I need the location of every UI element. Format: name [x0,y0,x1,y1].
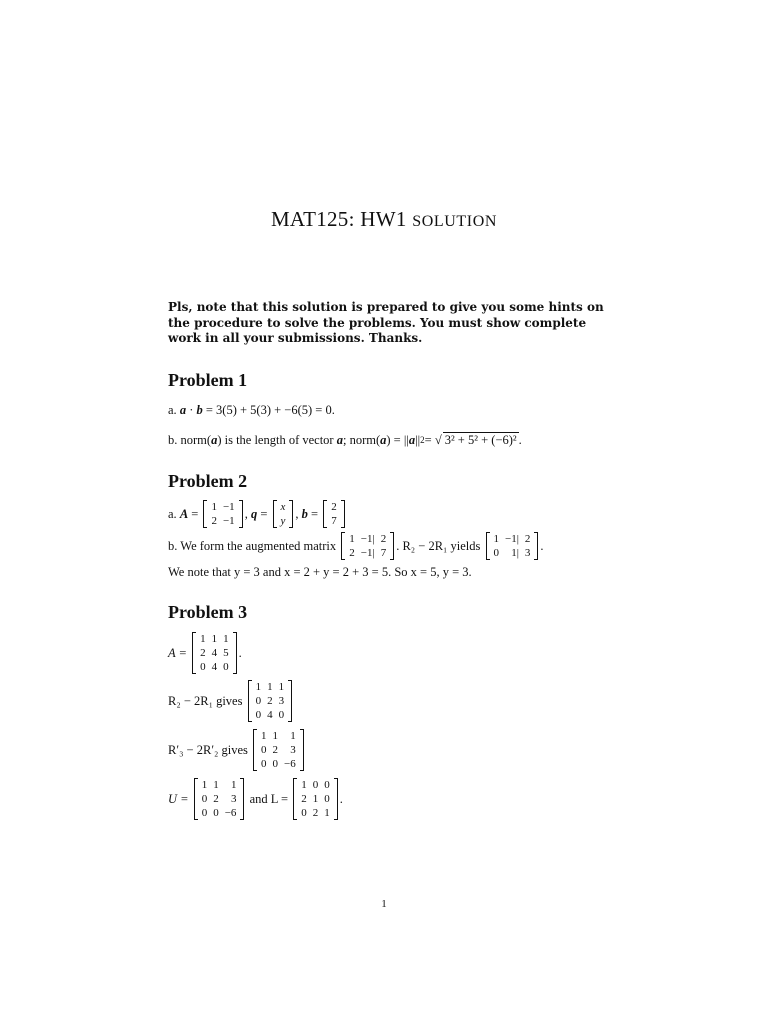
problem3-step1: R₂ − 2R₁ gives 1 1 1 0 2 3 0 4 0 [168,680,294,722]
matrix-row [253,694,288,708]
matrix-cell: 1 [278,681,285,693]
matrix-row [197,632,232,646]
matrix-cell: 1| [511,547,519,559]
matrix-cell: −1 [222,501,235,513]
matrix-row [253,708,288,722]
matrix-cell: 0 [223,661,229,673]
augmented-matrix [341,532,394,560]
vector-b [323,500,345,528]
matrix-cell: 0 [255,695,262,707]
matrix-row [197,646,232,660]
matrix-cell: 2 [272,744,279,756]
matrix-cell: 4 [267,709,273,721]
matrix-cell: 0 [493,547,500,559]
matrix-cell: 0 [200,661,206,673]
matrix-cell: 3 [230,793,237,805]
matrix-cell: 2 [267,695,273,707]
sqrt-icon: √ [434,432,442,447]
matrix-U [194,778,245,820]
matrix-cell: 1 [301,779,307,791]
matrix-row [491,546,534,560]
matrix-row [258,729,299,743]
problem3-LU: U = 1 1 1 0 2 3 0 0 −6 and L = 1 0 0 2 1 0 0 2 1 . [168,779,343,819]
matrix-cell: 1 [493,533,500,545]
matrix-row [298,778,333,792]
matrix-row [328,514,340,528]
matrix-cell: 3 [524,547,531,559]
matrix-cell: 0 [272,758,279,770]
matrix-cell: 1 [211,633,218,645]
matrix-cell: 2 [524,533,531,545]
matrix-cell: 0 [261,758,267,770]
vector-q [273,500,294,528]
matrix-cell: 1 [272,730,279,742]
matrix-cell: 4 [211,647,218,659]
matrix-row [258,757,299,771]
matrix-row [278,514,289,528]
matrix-cell: 0 [201,793,208,805]
problem2-conclusion: We note that y = 3 and x = 2 + y = 2 + 3 = 5. So x = 5, y = 3. [168,565,472,579]
matrix-cell: −6 [284,758,296,770]
matrix-cell: 2 [211,515,217,527]
matrix-cell: 0 [201,807,208,819]
matrix-row [208,500,237,514]
matrix-row [298,806,333,820]
matrix-cell: 2 [312,807,319,819]
matrix-cell: −1| [360,547,375,559]
matrix-cell: 7 [380,547,387,559]
matrix-cell: 1 [261,730,267,742]
matrix-cell: 5 [223,647,229,659]
matrix-cell: −1| [360,533,375,545]
matrix-cell: −1 [222,515,235,527]
matrix-cell: 1 [200,633,206,645]
matrix-row [346,532,389,546]
matrix-cell: 1 [255,681,262,693]
reduced-matrix [486,532,539,560]
matrix-cell: 0 [312,779,319,791]
matrix-cell: 1 [324,807,330,819]
matrix-cell: y [280,515,286,527]
problem3-heading: Problem 3 [168,602,248,622]
matrix-cell: 2 [380,533,387,545]
matrix-cell: 1 [223,633,229,645]
norm-radicand: 3² + 5² + (−6)² [444,433,517,447]
matrix-row [258,743,299,757]
matrix-cell: 0 [213,807,219,819]
matrix-cell: 1 [230,779,237,791]
matrix-row [197,660,232,674]
matrix-row [491,532,534,546]
problem3-matrix-A: A = 1 1 1 2 4 5 0 4 0 . [168,633,242,673]
page-title [0,207,768,232]
title-small-caps: SOLUTION [412,213,498,230]
matrix-cell: x [280,501,286,513]
matrix-row [199,792,240,806]
matrix-cell: 2 [200,647,206,659]
title-main: MAT125: HW1 [270,207,407,231]
problem2-part-b: b. We form the augmented matrix 1 −1| 2 2 −1| 7 . R₂ − 2R₁ yields 1 −1| 2 0 1| 3 . [168,533,544,559]
problem1-heading: Problem 1 [168,370,248,390]
matrix-cell: 0 [324,793,330,805]
matrix-cell: 1 [213,779,219,791]
matrix-cell: 0 [261,744,267,756]
matrix-cell: 1 [267,681,273,693]
matrix-cell: 4 [211,661,218,673]
matrix-L [293,778,338,820]
matrix-cell: 2 [331,501,337,513]
matrix-cell: 0 [255,709,262,721]
problem2-heading: Problem 2 [168,471,248,491]
matrix-cell: 2 [301,793,307,805]
matrix-row [253,680,288,694]
page-number: 1 [381,898,387,910]
matrix-cell: 0 [278,709,285,721]
matrix-cell: −6 [224,807,237,819]
matrix-cell: 1 [349,533,355,545]
matrix-cell: 1 [211,501,217,513]
matrix-cell: 2 [349,547,355,559]
problem3-step2: R′₃ − 2R′₂ gives 1 1 1 0 2 3 0 0 −6 [168,729,306,771]
matrix-row [298,792,333,806]
problem1-part-b: b. norm( a ) is the length of vector a ; norm( a ) = || a || 2 = √ 3² + 5² + (−6)² . [168,432,522,447]
problem1-part-a: a. a · b = 3(5) + 5(3) + −6(5) = 0. [168,403,335,417]
matrix-cell: 0 [301,807,307,819]
matrix-row [199,806,240,820]
matrix-row [208,514,237,528]
matrix-A [203,500,242,528]
matrix-cell: 1 [290,730,296,742]
matrix-cell: 0 [324,779,330,791]
problem2-part-a: a. A = 1 −1 2 −1 , q = x y , b = 2 7 [168,500,347,528]
matrix-row [346,546,389,560]
matrix-cell: 1 [201,779,208,791]
matrix-cell: 3 [278,695,285,707]
matrix-cell: 7 [331,515,337,527]
matrix-cell: 2 [213,793,219,805]
matrix-cell: −1| [505,533,519,545]
matrix-row [328,500,340,514]
matrix-row [278,500,289,514]
matrix-row [199,778,240,792]
instructions-note: Pls, note that this solution is prepared to give you some hints on the procedure to solve the problems. You must show complete work in all your submissions. Thanks. [168,300,604,345]
matrix-cell: 1 [312,793,319,805]
matrix-cell: 3 [290,744,296,756]
